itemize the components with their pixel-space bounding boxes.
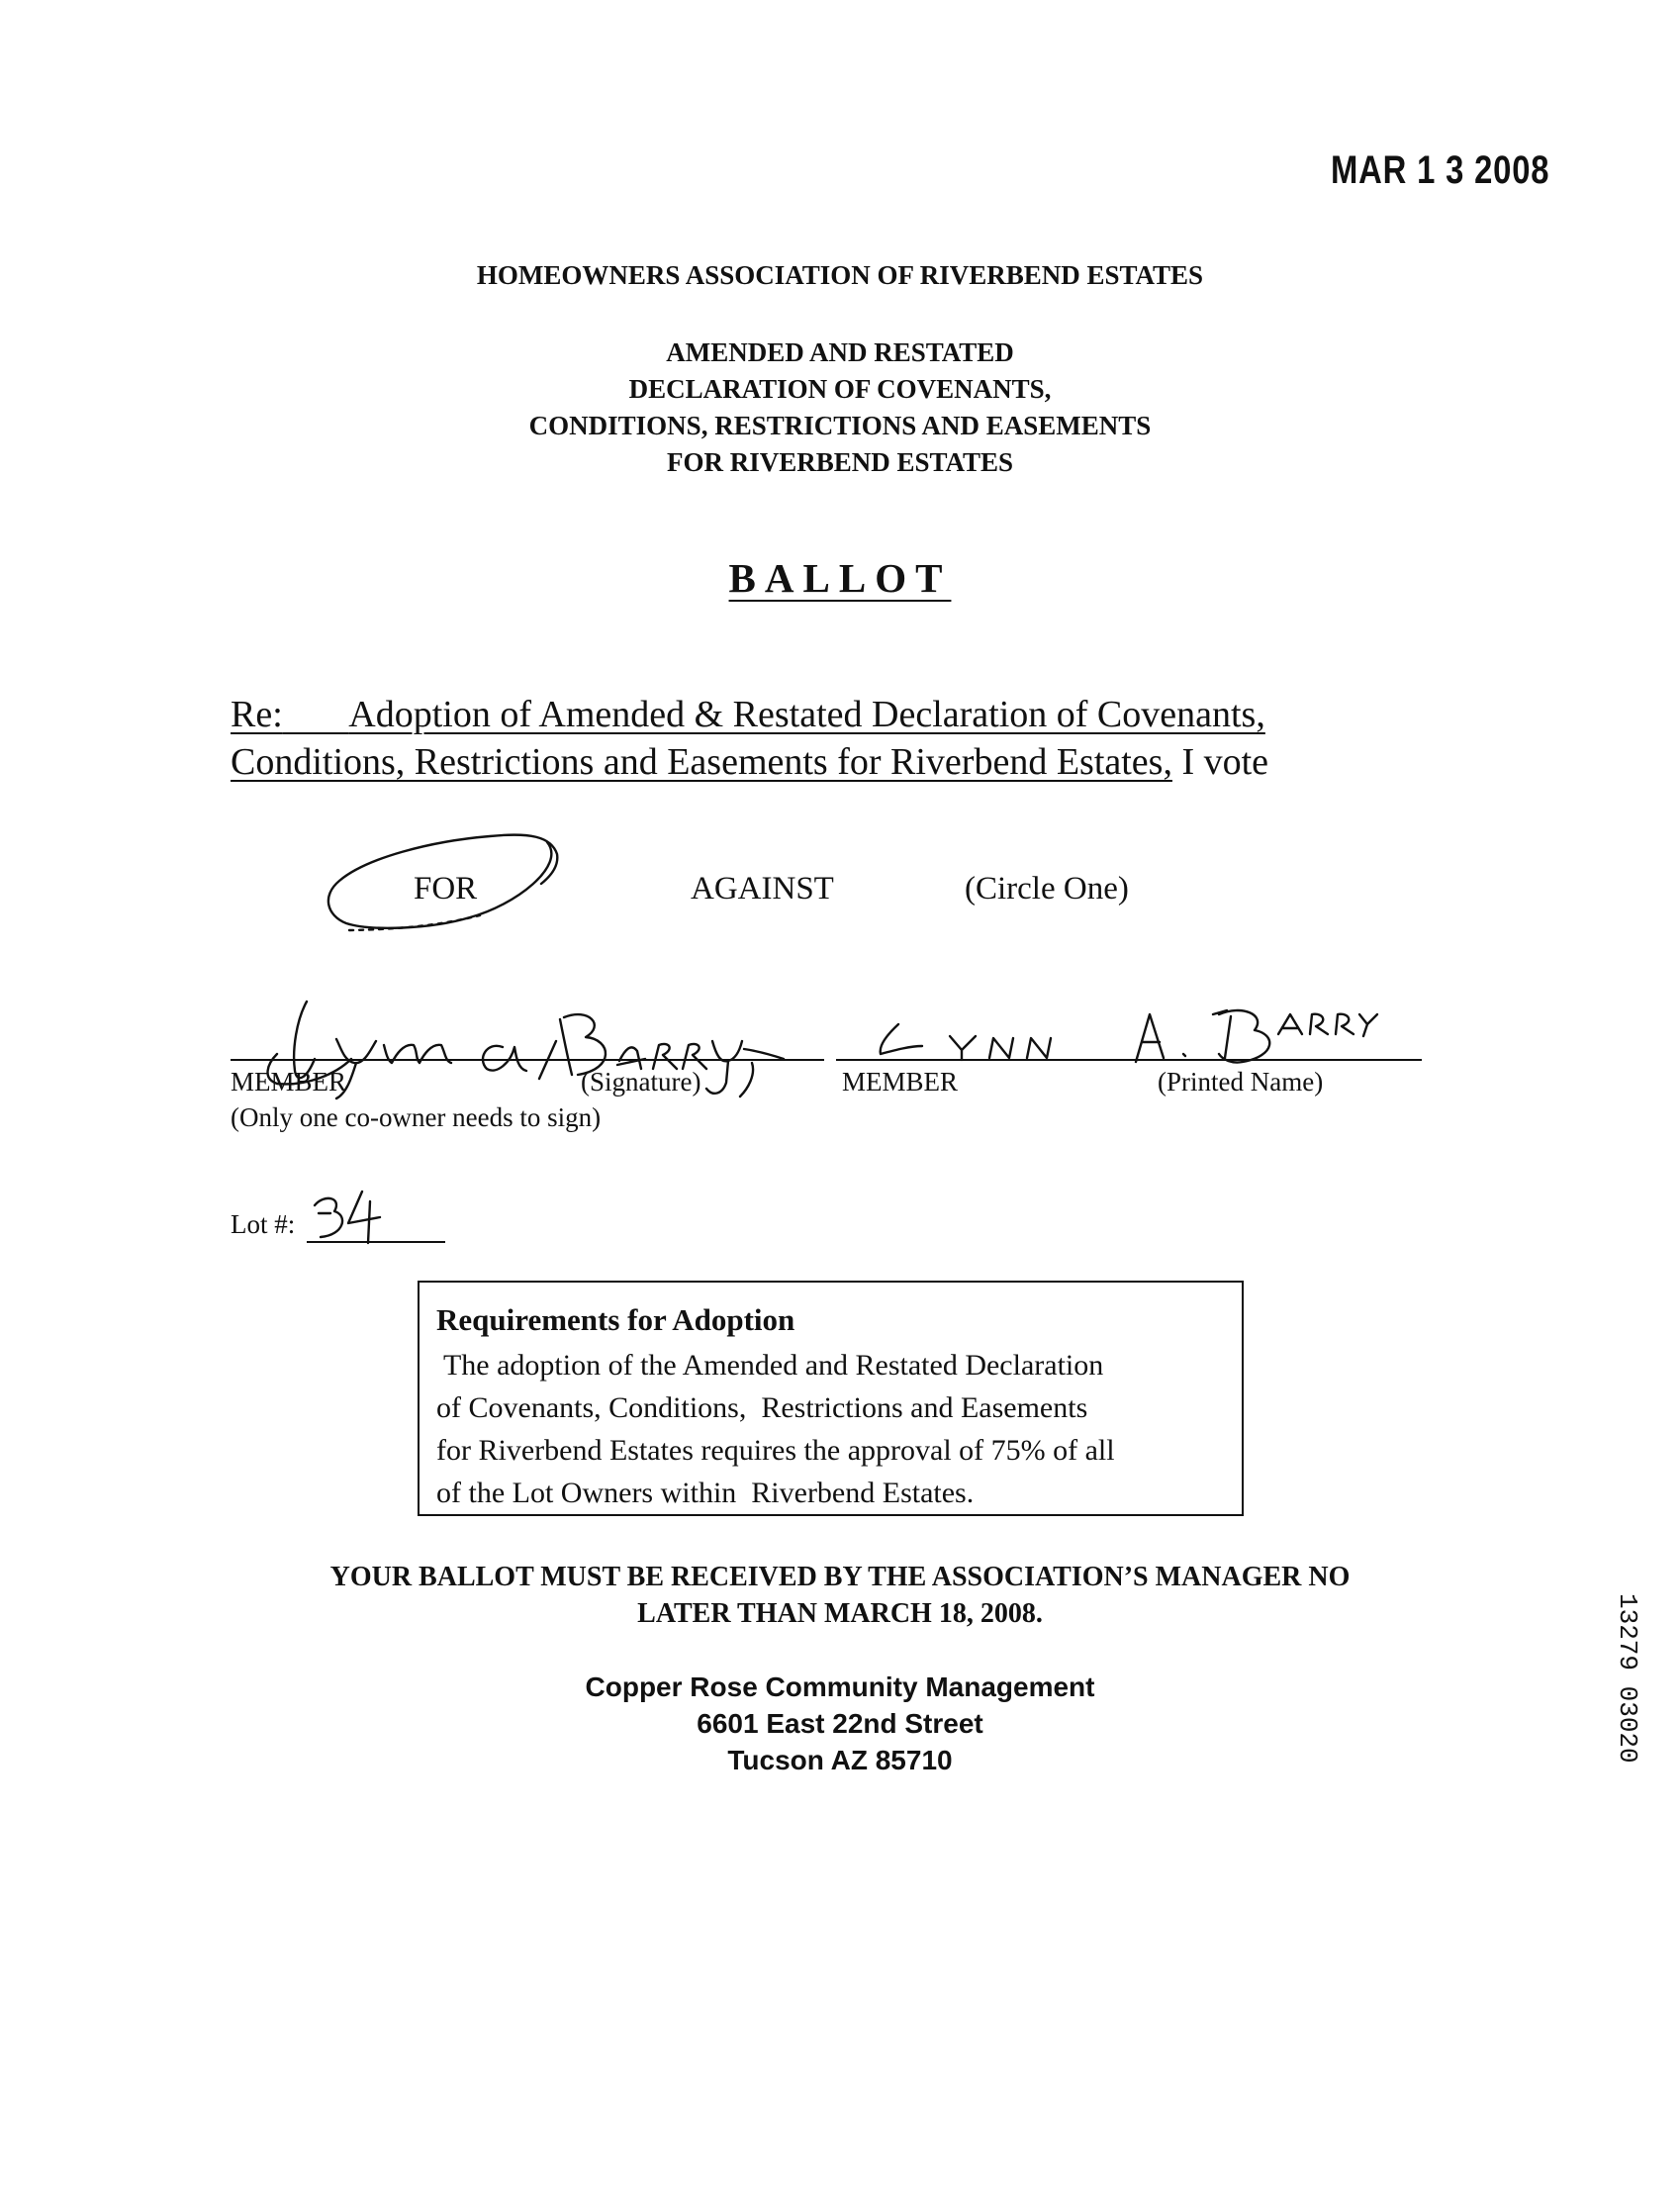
requirements-line: The adoption of the Amended and Restated Declaration bbox=[436, 1349, 1104, 1382]
ballot-title: BALLOT bbox=[728, 555, 952, 601]
re-text-2: Conditions, Restrictions and Easements for Riverbend Estates, bbox=[231, 741, 1172, 783]
declaration-line: DECLARATION OF COVENANTS, bbox=[628, 374, 1052, 404]
declaration-line: FOR RIVERBEND ESTATES bbox=[666, 447, 1014, 477]
requirements-body bbox=[436, 1344, 1238, 1514]
deadline-notice bbox=[0, 1559, 1680, 1632]
address-line: Tucson AZ 85710 bbox=[727, 1745, 953, 1775]
manager-address bbox=[0, 1669, 1680, 1778]
deadline-line: LATER THAN MARCH 18, 2008. bbox=[637, 1598, 1043, 1629]
received-date-stamp: MAR 1 3 2008 bbox=[1331, 148, 1550, 192]
requirements-title: Requirements for Adoption bbox=[436, 1302, 795, 1337]
hand-drawn-circle-mark bbox=[322, 826, 569, 940]
requirements-line: of Covenants, Conditions, Restrictions and Easements bbox=[436, 1391, 1088, 1424]
ballot-heading bbox=[0, 554, 1680, 602]
printed-name-caption: (Printed Name) bbox=[1158, 1067, 1324, 1097]
re-text-1: Adoption of Amended & Restated Declaration of Covenants, bbox=[348, 694, 1265, 735]
circle-one-instruction: (Circle One) bbox=[965, 871, 1129, 907]
signature-caption: (Signature) bbox=[581, 1067, 701, 1097]
vote-option-for[interactable]: FOR bbox=[414, 871, 478, 907]
re-line-2 bbox=[231, 740, 1268, 784]
declaration-line: AMENDED AND RESTATED bbox=[666, 337, 1014, 367]
association-name: HOMEOWNERS ASSOCIATION OF RIVERBEND ESTATES bbox=[476, 260, 1204, 290]
declaration-title bbox=[0, 334, 1680, 481]
re-label: Re: bbox=[231, 694, 283, 735]
vote-option-against[interactable]: AGAINST bbox=[691, 871, 834, 907]
deadline-line: YOUR BALLOT MUST BE RECEIVED BY THE ASSOCIATION’S MANAGER NO bbox=[329, 1562, 1351, 1592]
side-document-number: 13279 03020 bbox=[1613, 1593, 1642, 1764]
re-text-tail: I vote bbox=[1181, 741, 1269, 783]
member-label: MEMBER bbox=[231, 1067, 347, 1097]
re-spacer bbox=[283, 694, 349, 735]
requirements-line: of the Lot Owners within Riverbend Estates. bbox=[436, 1477, 975, 1509]
declaration-line: CONDITIONS, RESTRICTIONS AND EASEMENTS bbox=[528, 411, 1152, 440]
lot-number-handwriting bbox=[309, 1184, 388, 1249]
address-line: Copper Rose Community Management bbox=[585, 1671, 1095, 1702]
re-line-1 bbox=[231, 693, 1265, 736]
lot-label: Lot #: bbox=[231, 1209, 296, 1239]
co-owner-note: (Only one co-owner needs to sign) bbox=[231, 1102, 602, 1132]
requirements-box bbox=[418, 1281, 1244, 1516]
member-label-2: MEMBER bbox=[842, 1067, 959, 1097]
requirements-line: for Riverbend Estates requires the approval of 75% of all bbox=[436, 1434, 1115, 1467]
address-line: 6601 East 22nd Street bbox=[697, 1708, 983, 1739]
